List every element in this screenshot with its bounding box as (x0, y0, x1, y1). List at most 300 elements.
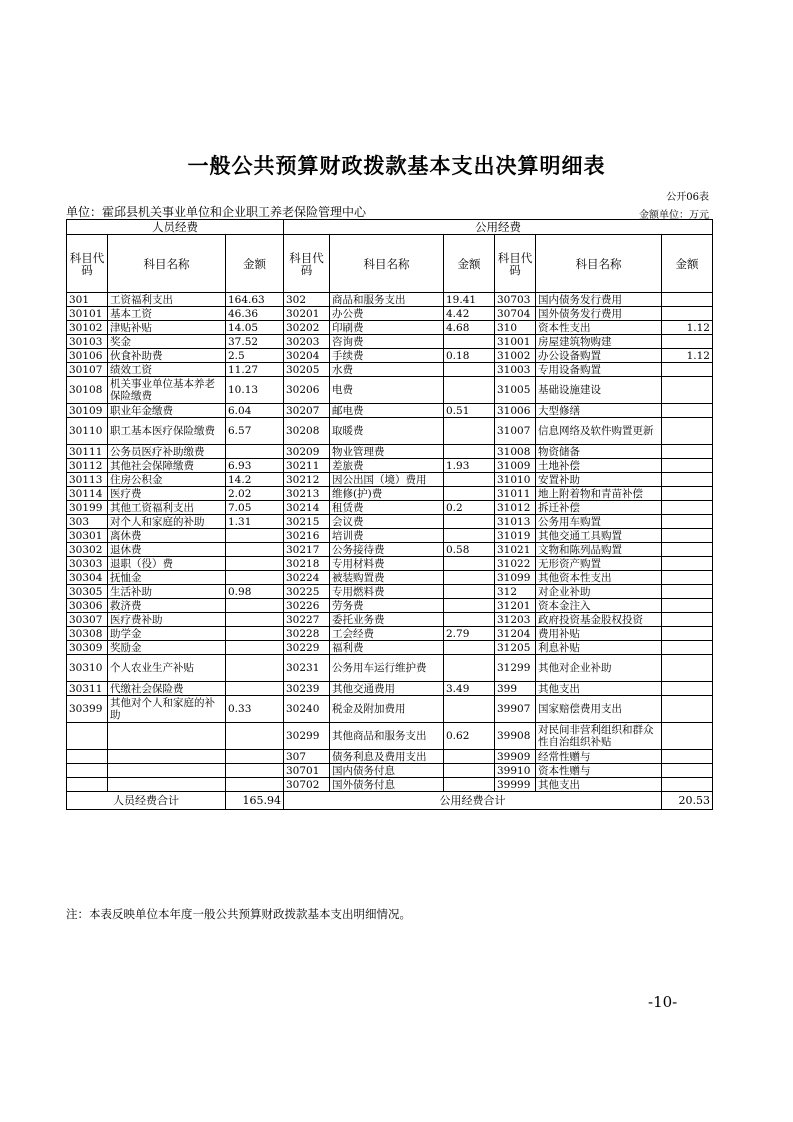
cell-name-2: 物业管理费 (330, 445, 444, 459)
table-row (67, 764, 713, 778)
cell-code-1 (67, 764, 108, 778)
cell-amount-1 (226, 627, 284, 641)
cell-name-1: 离休费 (108, 529, 226, 543)
cell-amount-3 (662, 571, 713, 585)
table-row (67, 723, 713, 750)
cell-code-2: 30226 (284, 599, 330, 613)
cell-code-3: 31006 (495, 404, 536, 418)
cell-name-2: 培训费 (330, 529, 444, 543)
cell-amount-1 (226, 682, 284, 696)
cell-code-2: 30229 (284, 641, 330, 655)
cell-name-1: 奖励金 (108, 641, 226, 655)
cell-name-1: 其他工资福利支出 (108, 501, 226, 515)
cell-code-1: 301 (67, 293, 108, 307)
cell-amount-3 (662, 445, 713, 459)
cell-name-3: 安置补助 (536, 473, 662, 487)
header-name-3: 科目名称 (536, 235, 662, 293)
cell-amount-2 (444, 363, 495, 377)
cell-amount-2: 0.62 (444, 723, 495, 750)
cell-name-3: 大型修缮 (536, 404, 662, 418)
cell-name-1: 其他对个人和家庭的补助 (108, 696, 226, 723)
cell-code-1: 30107 (67, 363, 108, 377)
header-amount: 金额 (226, 235, 284, 293)
header-code-2: 科目代码 (284, 235, 330, 293)
cell-code-1: 30304 (67, 571, 108, 585)
table-row (67, 363, 713, 377)
cell-code-3: 31299 (495, 655, 536, 682)
cell-name-1: 公务员医疗补助缴费 (108, 445, 226, 459)
cell-amount-3 (662, 764, 713, 778)
cell-code-2: 30217 (284, 543, 330, 557)
cell-code-2: 30202 (284, 321, 330, 335)
table-row (67, 515, 713, 529)
cell-amount-3 (662, 529, 713, 543)
cell-name-2: 维修(护)费 (330, 487, 444, 501)
table-row (67, 613, 713, 627)
cell-code-2: 307 (284, 750, 330, 764)
cell-name-2: 公务接待费 (330, 543, 444, 557)
cell-amount-2: 0.58 (444, 543, 495, 557)
cell-code-1: 30308 (67, 627, 108, 641)
cell-code-2: 30213 (284, 487, 330, 501)
table-row (67, 445, 713, 459)
cell-amount-2 (444, 557, 495, 571)
cell-code-3: 310 (495, 321, 536, 335)
cell-amount-1 (226, 571, 284, 585)
cell-amount-2 (444, 445, 495, 459)
public-total-value: 20.53 (662, 792, 713, 810)
cell-amount-1: 1.31 (226, 515, 284, 529)
cell-amount-2 (444, 529, 495, 543)
cell-name-3: 地上附着物和青苗补偿 (536, 487, 662, 501)
cell-amount-3: 1.12 (662, 321, 713, 335)
cell-code-3: 31022 (495, 557, 536, 571)
cell-code-3: 39909 (495, 750, 536, 764)
cell-name-3: 国内债务发行费用 (536, 293, 662, 307)
cell-name-2: 取暖费 (330, 418, 444, 445)
cell-amount-2 (444, 473, 495, 487)
cell-amount-2 (444, 599, 495, 613)
cell-code-3: 31021 (495, 543, 536, 557)
cell-amount-3 (662, 627, 713, 641)
cell-amount-3 (662, 473, 713, 487)
table-row (67, 349, 713, 363)
cell-amount-2 (444, 515, 495, 529)
page-title: 一般公共预算财政拨款基本支出决算明细表 (187, 153, 606, 178)
cell-name-3: 公务用车购置 (536, 515, 662, 529)
cell-code-2: 30225 (284, 585, 330, 599)
table-row (67, 377, 713, 404)
cell-code-2: 30218 (284, 557, 330, 571)
cell-code-2: 30299 (284, 723, 330, 750)
cell-name-2: 专用材料费 (330, 557, 444, 571)
table-row (67, 778, 713, 792)
cell-amount-3 (662, 696, 713, 723)
cell-name-3: 专用设备购置 (536, 363, 662, 377)
cell-name-3: 资本金注入 (536, 599, 662, 613)
table-row (67, 599, 713, 613)
cell-amount-1: 0.98 (226, 585, 284, 599)
cell-amount-3: 1.12 (662, 349, 713, 363)
table-row (67, 418, 713, 445)
cell-code-1: 30112 (67, 459, 108, 473)
cell-amount-2: 0.51 (444, 404, 495, 418)
cell-code-1: 30113 (67, 473, 108, 487)
cell-name-3: 其他支出 (536, 778, 662, 792)
cell-code-3: 31013 (495, 515, 536, 529)
cell-amount-3 (662, 613, 713, 627)
cell-name-2: 办公费 (330, 307, 444, 321)
cell-amount-1: 7.05 (226, 501, 284, 515)
cell-name-1: 工资福利支出 (108, 293, 226, 307)
cell-amount-2: 0.18 (444, 349, 495, 363)
cell-code-1: 30399 (67, 696, 108, 723)
cell-amount-2 (444, 764, 495, 778)
cell-name-3: 房屋建筑物购建 (536, 335, 662, 349)
cell-code-1: 30109 (67, 404, 108, 418)
cell-amount-2: 4.68 (444, 321, 495, 335)
cell-name-1: 职业年金缴费 (108, 404, 226, 418)
cell-code-3: 31099 (495, 571, 536, 585)
cell-amount-1 (226, 599, 284, 613)
cell-name-3: 政府投资基金股权投资 (536, 613, 662, 627)
section-public: 公用经费 (284, 220, 713, 235)
cell-code-2: 30701 (284, 764, 330, 778)
cell-amount-3 (662, 404, 713, 418)
cell-code-1: 30306 (67, 599, 108, 613)
cell-amount-3 (662, 293, 713, 307)
cell-amount-3 (662, 599, 713, 613)
cell-name-3: 无形资产购置 (536, 557, 662, 571)
cell-code-2: 30240 (284, 696, 330, 723)
table-row (67, 321, 713, 335)
cell-amount-2 (444, 641, 495, 655)
cell-code-2: 30211 (284, 459, 330, 473)
cell-name-1: 其他社会保障缴费 (108, 459, 226, 473)
cell-amount-3 (662, 655, 713, 682)
cell-amount-2: 1.93 (444, 459, 495, 473)
cell-amount-3 (662, 682, 713, 696)
cell-amount-2 (444, 778, 495, 792)
cell-name-2: 咨询费 (330, 335, 444, 349)
cell-name-3: 经常性赠与 (536, 750, 662, 764)
cell-amount-2: 19.41 (444, 293, 495, 307)
cell-amount-1: 46.36 (226, 307, 284, 321)
cell-name-2: 印刷费 (330, 321, 444, 335)
cell-code-3: 31008 (495, 445, 536, 459)
cell-code-1 (67, 778, 108, 792)
cell-amount-1 (226, 641, 284, 655)
cell-name-1 (108, 778, 226, 792)
table-row (67, 501, 713, 515)
cell-code-1: 303 (67, 515, 108, 529)
cell-amount-3 (662, 307, 713, 321)
cell-name-1: 对个人和家庭的补助 (108, 515, 226, 529)
table-row (67, 557, 713, 571)
header-code: 科目代码 (67, 235, 108, 293)
cell-amount-2 (444, 655, 495, 682)
table-row (67, 682, 713, 696)
header-name: 科目名称 (108, 235, 226, 293)
cell-amount-1: 6.04 (226, 404, 284, 418)
cell-name-2: 税金及附加费用 (330, 696, 444, 723)
cell-amount-3 (662, 501, 713, 515)
cell-name-3: 资本性赠与 (536, 764, 662, 778)
cell-code-1: 30108 (67, 377, 108, 404)
cell-name-3: 办公设备购置 (536, 349, 662, 363)
cell-code-2: 30215 (284, 515, 330, 529)
cell-code-2: 30207 (284, 404, 330, 418)
cell-amount-1 (226, 445, 284, 459)
cell-code-1: 30114 (67, 487, 108, 501)
cell-name-1 (108, 764, 226, 778)
cell-amount-3 (662, 487, 713, 501)
footnote: 注：本表反映单位本年度一般公共预算财政拨款基本支出明细情况。 (66, 907, 411, 921)
cell-name-1: 助学金 (108, 627, 226, 641)
cell-amount-1: 11.27 (226, 363, 284, 377)
cell-name-2: 其他交通费用 (330, 682, 444, 696)
cell-amount-1 (226, 557, 284, 571)
cell-code-3: 31205 (495, 641, 536, 655)
cell-amount-3 (662, 363, 713, 377)
cell-amount-2: 3.49 (444, 682, 495, 696)
cell-code-2: 30214 (284, 501, 330, 515)
cell-amount-1 (226, 750, 284, 764)
cell-amount-2 (444, 571, 495, 585)
cell-amount-2 (444, 335, 495, 349)
cell-code-3: 31010 (495, 473, 536, 487)
cell-amount-2 (444, 613, 495, 627)
cell-amount-3 (662, 543, 713, 557)
cell-code-3: 39999 (495, 778, 536, 792)
table-row (67, 641, 713, 655)
cell-amount-1 (226, 543, 284, 557)
cell-amount-3 (662, 377, 713, 404)
expenditure-table (66, 219, 713, 810)
cell-amount-1 (226, 655, 284, 682)
cell-code-3: 31009 (495, 459, 536, 473)
cell-name-3: 国外债务发行费用 (536, 307, 662, 321)
table-row (67, 473, 713, 487)
cell-code-1: 30110 (67, 418, 108, 445)
cell-code-3: 31203 (495, 613, 536, 627)
cell-code-2: 30203 (284, 335, 330, 349)
cell-amount-3 (662, 778, 713, 792)
section-personnel: 人员经费 (67, 220, 284, 235)
cell-name-1: 抚恤金 (108, 571, 226, 585)
cell-amount-2 (444, 696, 495, 723)
cell-name-3: 文物和陈列品购置 (536, 543, 662, 557)
cell-code-2: 30205 (284, 363, 330, 377)
cell-name-1: 伙食补助费 (108, 349, 226, 363)
cell-name-1: 绩效工资 (108, 363, 226, 377)
cell-code-3: 31019 (495, 529, 536, 543)
cell-amount-1 (226, 764, 284, 778)
cell-name-1: 代缴社会保险费 (108, 682, 226, 696)
cell-code-3: 31002 (495, 349, 536, 363)
cell-name-3: 基础设施建设 (536, 377, 662, 404)
cell-amount-1: 37.52 (226, 335, 284, 349)
cell-name-2: 电费 (330, 377, 444, 404)
cell-code-1: 30309 (67, 641, 108, 655)
table-row (67, 571, 713, 585)
personnel-total-value: 165.94 (226, 792, 284, 810)
cell-amount-2 (444, 750, 495, 764)
cell-name-1: 救济费 (108, 599, 226, 613)
cell-code-2: 302 (284, 293, 330, 307)
cell-name-2: 国外债务付息 (330, 778, 444, 792)
cell-code-1: 30111 (67, 445, 108, 459)
cell-code-1: 30301 (67, 529, 108, 543)
header-code-3: 科目代码 (495, 235, 536, 293)
cell-code-1: 30103 (67, 335, 108, 349)
cell-amount-3 (662, 418, 713, 445)
cell-code-3: 31003 (495, 363, 536, 377)
table-row (67, 696, 713, 723)
cell-name-2: 水费 (330, 363, 444, 377)
cell-name-2: 债务利息及费用支出 (330, 750, 444, 764)
cell-name-3: 其他对企业补助 (536, 655, 662, 682)
cell-amount-1 (226, 778, 284, 792)
table-row (67, 655, 713, 682)
cell-code-2: 30209 (284, 445, 330, 459)
table-row (67, 543, 713, 557)
cell-code-2: 30208 (284, 418, 330, 445)
cell-name-1: 退休费 (108, 543, 226, 557)
amount-unit-label: 金额单位：万元 (639, 210, 709, 221)
cell-amount-1 (226, 723, 284, 750)
cell-name-2: 被装购置费 (330, 571, 444, 585)
cell-code-2: 30201 (284, 307, 330, 321)
cell-amount-1: 14.2 (226, 473, 284, 487)
cell-name-1: 医疗费补助 (108, 613, 226, 627)
cell-code-3: 30704 (495, 307, 536, 321)
cell-code-1: 30310 (67, 655, 108, 682)
cell-amount-1: 14.05 (226, 321, 284, 335)
cell-name-2: 委托业务费 (330, 613, 444, 627)
form-number: 公开06表 (666, 192, 709, 203)
cell-name-1: 机关事业单位基本养老保险缴费 (108, 377, 226, 404)
cell-name-3: 国家赔偿费用支出 (536, 696, 662, 723)
cell-amount-2: 2.79 (444, 627, 495, 641)
cell-amount-2 (444, 487, 495, 501)
cell-amount-2 (444, 418, 495, 445)
cell-code-2: 30212 (284, 473, 330, 487)
cell-name-2: 会议费 (330, 515, 444, 529)
cell-code-1: 30311 (67, 682, 108, 696)
cell-amount-1 (226, 529, 284, 543)
table-row (67, 404, 713, 418)
personnel-total-label: 人员经费合计 (67, 792, 226, 810)
cell-code-3: 312 (495, 585, 536, 599)
cell-name-1: 个人农业生产补贴 (108, 655, 226, 682)
cell-name-2: 公务用车运行维护费 (330, 655, 444, 682)
cell-name-3: 其他交通工具购置 (536, 529, 662, 543)
cell-code-1: 30199 (67, 501, 108, 515)
cell-name-3: 对民间非营利组织和群众性自治组织补贴 (536, 723, 662, 750)
cell-code-3: 31001 (495, 335, 536, 349)
cell-code-2: 30204 (284, 349, 330, 363)
cell-name-3: 拆迁补偿 (536, 501, 662, 515)
cell-name-3: 物资储备 (536, 445, 662, 459)
cell-name-1 (108, 750, 226, 764)
cell-amount-1: 0.33 (226, 696, 284, 723)
cell-amount-3 (662, 750, 713, 764)
cell-name-3: 费用补贴 (536, 627, 662, 641)
cell-code-1: 30106 (67, 349, 108, 363)
table-row (67, 487, 713, 501)
cell-amount-3 (662, 335, 713, 349)
cell-name-2: 租赁费 (330, 501, 444, 515)
table-row (67, 293, 713, 307)
cell-name-3: 其他资本性支出 (536, 571, 662, 585)
cell-code-3: 399 (495, 682, 536, 696)
cell-name-2: 邮电费 (330, 404, 444, 418)
cell-code-2: 30216 (284, 529, 330, 543)
cell-code-3: 31012 (495, 501, 536, 515)
cell-amount-2: 4.42 (444, 307, 495, 321)
cell-code-2: 30227 (284, 613, 330, 627)
cell-name-1: 基本工资 (108, 307, 226, 321)
cell-code-1: 30307 (67, 613, 108, 627)
public-total-label: 公用经费合计 (284, 792, 662, 810)
cell-name-2: 国内债务付息 (330, 764, 444, 778)
cell-amount-3 (662, 515, 713, 529)
cell-code-1: 30302 (67, 543, 108, 557)
cell-amount-1: 10.13 (226, 377, 284, 404)
cell-amount-3 (662, 641, 713, 655)
cell-code-3: 39907 (495, 696, 536, 723)
cell-name-1: 奖金 (108, 335, 226, 349)
table-row (67, 627, 713, 641)
cell-name-1 (108, 723, 226, 750)
cell-code-1 (67, 723, 108, 750)
cell-name-3: 其他支出 (536, 682, 662, 696)
page-number: -10- (648, 993, 678, 1011)
cell-name-3: 信息网络及软件购置更新 (536, 418, 662, 445)
cell-code-2: 30231 (284, 655, 330, 682)
cell-name-2: 劳务费 (330, 599, 444, 613)
cell-amount-3 (662, 557, 713, 571)
cell-name-2: 商品和服务支出 (330, 293, 444, 307)
header-amount-3: 金额 (662, 235, 713, 293)
cell-code-1 (67, 750, 108, 764)
header-name-2: 科目名称 (330, 235, 444, 293)
cell-name-2: 福利费 (330, 641, 444, 655)
unit-label: 单位：霍邱县机关事业单位和企业职工养老保险管理中心 (66, 205, 367, 219)
cell-name-1: 职工基本医疗保险缴费 (108, 418, 226, 445)
cell-code-3: 31005 (495, 377, 536, 404)
cell-code-2: 30239 (284, 682, 330, 696)
cell-name-2: 差旅费 (330, 459, 444, 473)
cell-name-1: 津贴补贴 (108, 321, 226, 335)
table-row (67, 750, 713, 764)
cell-name-3: 利息补贴 (536, 641, 662, 655)
cell-code-3: 31011 (495, 487, 536, 501)
cell-name-2: 因公出国（境）费用 (330, 473, 444, 487)
cell-amount-1: 6.57 (226, 418, 284, 445)
cell-code-2: 30702 (284, 778, 330, 792)
cell-amount-1: 164.63 (226, 293, 284, 307)
header-amount-2: 金额 (444, 235, 495, 293)
cell-amount-3 (662, 585, 713, 599)
cell-amount-2 (444, 377, 495, 404)
cell-code-3: 31007 (495, 418, 536, 445)
cell-code-3: 39910 (495, 764, 536, 778)
table-row (67, 529, 713, 543)
table-row (67, 335, 713, 349)
cell-code-2: 30228 (284, 627, 330, 641)
